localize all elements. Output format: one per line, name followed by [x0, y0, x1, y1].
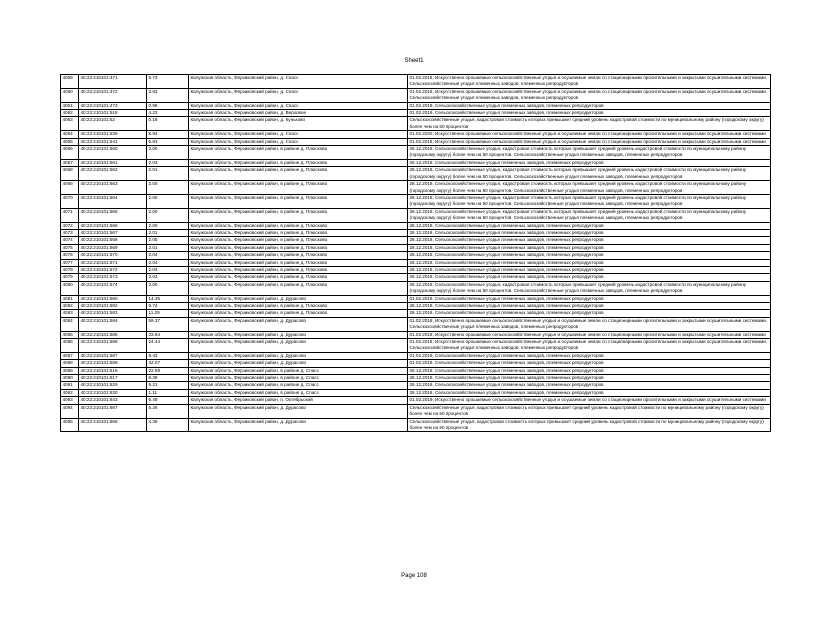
cadastral-number-cell: 40:22:210101:617	[79, 375, 147, 382]
location-cell: Калужская область, Ферзиковский район, в районе д. Плюсково	[189, 222, 408, 229]
row-number-cell: 4091	[61, 382, 79, 389]
location-cell: Калужская область, Ферзиковский район, в районе д. Плюсково	[189, 244, 408, 251]
area-cell: 0.18	[147, 117, 189, 131]
cadastral-number-cell: 40:22:210101:574	[79, 281, 147, 295]
area-cell: 8.94	[147, 131, 189, 138]
row-number-cell: 4060	[61, 88, 79, 102]
location-cell: Калужская область, Ферзиковский район, в районе д. Плюсково	[189, 281, 408, 295]
location-cell: Калужская область, Ферзиковский район, в районе д. Плюсково	[189, 259, 408, 266]
land-registry-table	[60, 74, 771, 432]
category-cell: 28.12.2018, Сельскохозяйственные угодья племенных заводов, племенных репродукторов	[408, 159, 771, 166]
area-cell: 3.83	[147, 88, 189, 102]
category-cell: 28.12.2018, Сельскохозяйственные угодья племенных заводов, племенных репродукторов	[408, 367, 771, 374]
category-cell: Сельскохозяйственные угодья, кадастровая стоимость которых превышает средний уровень кадастровой стоимости по муниципальному району (городскому округу) более чем на 50 процентов	[408, 117, 771, 131]
category-cell: 28.12.2018, Сельскохозяйственные угодья племенных заводов, племенных репродукторов	[408, 310, 771, 317]
area-cell: 0.98	[147, 102, 189, 109]
row-number-cell: 4083	[61, 310, 79, 317]
location-cell: Калужская область, Ферзиковский район, д. Спасс	[189, 102, 408, 109]
category-cell: 01.02.2018, Искусственно орошаемые сельскохозяйственные угодья и осушаемые земли со стационарными оросительными и закрытыми осушительными системами. Сельскохозяйственные угодья племенных заводов, племенных репродукторов	[408, 88, 771, 102]
location-cell: Калужская область, Ферзиковский район, д. Дурасово	[189, 339, 408, 353]
cadastral-number-cell: 40:22:210101:573	[79, 274, 147, 281]
location-cell: Калужская область, Ферзиковский район, д. Дурасово	[189, 317, 408, 331]
table-row	[61, 159, 771, 166]
table-row	[61, 181, 771, 195]
row-number-cell: 4070	[61, 194, 79, 208]
area-cell: 6.49	[147, 397, 189, 404]
location-cell: Калужская область, Ферзиковский район, д. Куньково	[189, 117, 408, 131]
row-number-cell: 4062	[61, 110, 79, 117]
category-cell: 01.02.2019, Сельскохозяйственные угодья племенных заводов, племенных репродукторов	[408, 352, 771, 359]
area-cell: 2.03	[147, 159, 189, 166]
cadastral-number-cell: 40:22:210101:629	[79, 382, 147, 389]
location-cell: Калужская область, Ферзиковский район, в районе д. Плюсково	[189, 303, 408, 310]
location-cell: Калужская область, Ферзиковский район, в районе д. Плюсково	[189, 194, 408, 208]
cadastral-number-cell: 40:22:210101:566	[79, 222, 147, 229]
area-cell: 2.00	[147, 194, 189, 208]
area-cell: 33.64	[147, 331, 189, 338]
table-row	[61, 88, 771, 102]
cadastral-number-cell: 40:22:210101:585	[79, 331, 147, 338]
category-cell: 28.12.2018, Сельскохозяйственные угодья, кадастровая стоимость которых превышает средний уровень кадастровой стоимости по муниципальному району (городскому округу) более чем на 50 процентов. Сельскохозяйственные угодья племенных заводов, племенных репродукторов	[408, 281, 771, 295]
category-cell: 01.02.2019, Сельскохозяйственные угодья племенных заводов, племенных репродукторов	[408, 110, 771, 117]
row-number-cell: 4082	[61, 303, 79, 310]
row-number-cell: 4093	[61, 397, 79, 404]
location-cell: Калужская область, Ферзиковский район, в районе д. Плюсково	[189, 266, 408, 273]
row-number-cell: 4063	[61, 117, 79, 131]
category-cell: 28.12.2018, Сельскохозяйственные угодья племенных заводов, племенных репродукторов	[408, 274, 771, 281]
area-cell: 4.23	[147, 110, 189, 117]
location-cell: Калужская область, Ферзиковский район, д. Спасс	[189, 131, 408, 138]
location-cell: Калужская область, Ферзиковский район, п. Октябрьский	[189, 397, 408, 404]
area-cell: 2.04	[147, 252, 189, 259]
table-row	[61, 295, 771, 302]
table-row	[61, 208, 771, 222]
area-cell: 59.37	[147, 317, 189, 331]
category-cell: 01.02.2019, Сельскохозяйственные угодья племенных заводов, племенных репродукторов	[408, 102, 771, 109]
cadastral-number-cell: 40:22:210101:667	[79, 404, 147, 418]
location-cell: Калужская область, Ферзиковский район, д. Верховое	[189, 110, 408, 117]
row-number-cell: 4069	[61, 181, 79, 195]
table-row	[61, 404, 771, 418]
cadastral-number-cell: 40:22:210101:560	[79, 146, 147, 160]
category-cell: 28.12.2018, Сельскохозяйственные угодья, кадастровая стоимость которых превышает средний уровень кадастровой стоимости по муниципальному району (городскому округу) более чем на 50 процентов. Сельскохозяйственные угодья племенных заводов, племенных репродукторов	[408, 146, 771, 160]
cadastral-number-cell: 40:22:210101:571	[79, 259, 147, 266]
location-cell: Калужская область, Ферзиковский район, в районе д. Спасс	[189, 389, 408, 396]
area-cell: 8.38	[147, 375, 189, 382]
location-cell: Калужская область, Ферзиковский район, д. Спасс	[189, 75, 408, 89]
cadastral-number-cell: 40:22:210101:564	[79, 194, 147, 208]
location-cell: Калужская область, Ферзиковский район, д. Дурасово	[189, 404, 408, 418]
row-number-cell: 4078	[61, 266, 79, 273]
area-cell: 2.05	[147, 237, 189, 244]
cadastral-number-cell: 40:22:210101:471	[79, 75, 147, 89]
area-cell: 2.04	[147, 259, 189, 266]
cadastral-number-cell: 40:22:210101:565	[79, 208, 147, 222]
location-cell: Калужская область, Ферзиковский район, в районе д. Плюсково	[189, 208, 408, 222]
row-number-cell: 4090	[61, 375, 79, 382]
table-row	[61, 274, 771, 281]
category-cell: 01.02.2018, Искусственно орошаемые сельскохозяйственные угодья и осушаемые земли со стационарными оросительными и закрытыми осушительными системами. Сельскохозяйственные угодья племенных заводов, племенных репродукторов	[408, 339, 771, 353]
row-number-cell: 4072	[61, 222, 79, 229]
cadastral-number-cell: 40:22:210101:561	[79, 159, 147, 166]
table-row	[61, 167, 771, 181]
category-cell: 28.12.2018, Сельскохозяйственные угодья племенных заводов, племенных репродукторов	[408, 382, 771, 389]
cadastral-number-cell: 40:22:210101:562	[79, 167, 147, 181]
area-cell: 2.00	[147, 281, 189, 295]
row-number-cell: 4065	[61, 138, 79, 145]
table-row	[61, 352, 771, 359]
cadastral-number-cell: 40:22:210101:616	[79, 367, 147, 374]
category-cell: 01.02.2019, Сельскохозяйственные угодья племенных заводов, племенных репродукторов	[408, 295, 771, 302]
cadastral-number-cell: 40:22:210101:643	[79, 397, 147, 404]
location-cell: Калужская область, Ферзиковский район, д. Дурасово	[189, 352, 408, 359]
location-cell: Калужская область, Ферзиковский район, в районе д. Плюсково	[189, 237, 408, 244]
area-cell: 5.73	[147, 75, 189, 89]
table-row	[61, 102, 771, 109]
cadastral-number-cell: 40:22:210101:630	[79, 389, 147, 396]
cadastral-number-cell: 40:22:210101:584	[79, 317, 147, 331]
table-row	[61, 331, 771, 338]
location-cell: Калужская область, Ферзиковский район, д. Дурасово	[189, 331, 408, 338]
category-cell: 28.12.2018, Сельскохозяйственные угодья племенных заводов, племенных репродукторов	[408, 266, 771, 273]
category-cell: 28.12.2018, Сельскохозяйственные угодья племенных заводов, племенных репродукторов	[408, 389, 771, 396]
area-cell: 6.83	[147, 138, 189, 145]
location-cell: Калужская область, Ферзиковский район, в районе д. Плюсково	[189, 310, 408, 317]
area-cell: 2.01	[147, 244, 189, 251]
category-cell: 28.12.2018, Сельскохозяйственные угодья племенных заводов, племенных репродукторов	[408, 244, 771, 251]
category-cell: 28.12.2018, Сельскохозяйственные угодья, кадастровая стоимость которых превышает средний уровень кадастровой стоимости по муниципальному району (городскому округу) более чем на 50 процентов. Сельскохозяйственные угодья племенных заводов, племенных репродукторов	[408, 181, 771, 195]
category-cell: 01.02.2018, Искусственно орошаемые сельскохозяйственные угодья и осушаемые земли со стационарными оросительными и закрытыми осушительными системами	[408, 331, 771, 338]
row-number-cell: 4064	[61, 131, 79, 138]
area-cell: 1.11	[147, 389, 189, 396]
row-number-cell: 4066	[61, 146, 79, 160]
table-row	[61, 229, 771, 236]
row-number-cell: 4067	[61, 159, 79, 166]
cadastral-number-cell: 40:22:210101:539	[79, 131, 147, 138]
row-number-cell: 4095	[61, 418, 79, 432]
cadastral-number-cell: 40:22:210101:580	[79, 295, 147, 302]
row-number-cell: 4079	[61, 274, 79, 281]
location-cell: Калужская область, Ферзиковский район, в районе д. Плюсково	[189, 229, 408, 236]
table-row	[61, 237, 771, 244]
row-number-cell: 4071	[61, 208, 79, 222]
cadastral-number-cell: 40:22:210101:586	[79, 339, 147, 353]
cadastral-number-cell: 40:22:210101:582	[79, 303, 147, 310]
table-row	[61, 389, 771, 396]
location-cell: Калужская область, Ферзиковский район, в районе д. Плюсково	[189, 167, 408, 181]
cadastral-number-cell: 40:22:210101:472	[79, 88, 147, 102]
category-cell: Сельскохозяйственные угодья, кадастровая стоимость которых превышает средний уровень кадастровой стоимости по муниципальному району (городскому округу) более чем на 50 процентов	[408, 404, 771, 418]
area-cell: 9.42	[147, 352, 189, 359]
location-cell: Калужская область, Ферзиковский район, в районе д. Плюсково	[189, 274, 408, 281]
table-row	[61, 303, 771, 310]
area-cell: 2.01	[147, 167, 189, 181]
area-cell: 9.21	[147, 382, 189, 389]
row-number-cell: 4075	[61, 244, 79, 251]
category-cell: 01.02.2018, Искусственно орошаемые сельскохозяйственные угодья и осушаемые земли со стационарными оросительными и закрытыми осушительными системами. Сельскохозяйственные угодья племенных заводов, племенных репродукторов	[408, 317, 771, 331]
row-number-cell: 4092	[61, 389, 79, 396]
location-cell: Калужская область, Ферзиковский район, д. Дурасово	[189, 418, 408, 432]
category-cell: 28.12.2018, Сельскохозяйственные угодья племенных заводов, племенных репродукторов	[408, 303, 771, 310]
area-cell: 24.44	[147, 339, 189, 353]
location-cell: Калужская область, Ферзиковский район, в районе д. Плюсково	[189, 146, 408, 160]
area-cell: 22.59	[147, 367, 189, 374]
table-row	[61, 375, 771, 382]
table-row	[61, 317, 771, 331]
category-cell: 01.02.2020, Искусственно орошаемые сельскохозяйственные угодья и осушаемые земли со стационарными оросительными и закрытыми осушительными системами	[408, 131, 771, 138]
row-number-cell: 4076	[61, 252, 79, 259]
row-number-cell: 4059	[61, 75, 79, 89]
area-cell: 2.01	[147, 229, 189, 236]
table-row	[61, 281, 771, 295]
category-cell: 01.02.2018, Искусственно орошаемые сельскохозяйственные угодья и осушаемые земли со стационарными оросительными и закрытыми осушительными системами. Сельскохозяйственные угодья племенных заводов, племенных репродукторов	[408, 75, 771, 89]
location-cell: Калужская область, Ферзиковский район, в районе д. Спасс	[189, 382, 408, 389]
category-cell: 28.12.2018, Сельскохозяйственные угодья, кадастровая стоимость которых превышает средний уровень кадастровой стоимости по муниципальному району (городскому округу) более чем на 50 процентов. Сельскохозяйственные угодья племенных заводов, племенных репродукторов	[408, 194, 771, 208]
table-row	[61, 367, 771, 374]
table-row	[61, 75, 771, 89]
area-cell: 2.03	[147, 274, 189, 281]
category-cell: Сельскохозяйственные угодья, кадастровая стоимость которых превышает средний уровень кадастровой стоимости по муниципальному району (городскому округу) более чем на 50 процентов	[408, 418, 771, 432]
row-number-cell: 4084	[61, 317, 79, 331]
row-number-cell: 4080	[61, 281, 79, 295]
category-cell: 28.12.2018, Сельскохозяйственные угодья племенных заводов, племенных репродукторов	[408, 259, 771, 266]
cadastral-number-cell: 40:22:210101:569	[79, 244, 147, 251]
area-cell: 2.03	[147, 266, 189, 273]
area-cell: 42.07	[147, 360, 189, 367]
table-row	[61, 360, 771, 367]
table-row	[61, 382, 771, 389]
row-number-cell: 4094	[61, 404, 79, 418]
category-cell: 28.12.2018, Сельскохозяйственные угодья племенных заводов, племенных репродукторов	[408, 375, 771, 382]
area-cell: 9.74	[147, 303, 189, 310]
cadastral-number-cell: 40:22:210101:668	[79, 418, 147, 432]
row-number-cell: 4077	[61, 259, 79, 266]
area-cell: 2.00	[147, 208, 189, 222]
area-cell: 2.00	[147, 222, 189, 229]
area-cell: 11.29	[147, 310, 189, 317]
table-row	[61, 310, 771, 317]
cadastral-number-cell: 40:22:210101:563	[79, 181, 147, 195]
row-number-cell: 4081	[61, 295, 79, 302]
area-cell: 5.26	[147, 404, 189, 418]
area-cell: 2.00	[147, 146, 189, 160]
location-cell: Калужская область, Ферзиковский район, д. Спасс	[189, 88, 408, 102]
cadastral-number-cell: 40:22:210101:541	[79, 138, 147, 145]
category-cell: 01.02.2019, Искусственно орошаемые сельскохозяйственные угодья и осушаемые земли со стационарными оросительными и закрытыми осушительными системами	[408, 397, 771, 404]
sheet-title: Sheet1	[404, 58, 424, 64]
cadastral-number-cell: 40:22:210101:473	[79, 102, 147, 109]
location-cell: Калужская область, Ферзиковский район, д. Дурасово	[189, 295, 408, 302]
table-row	[61, 110, 771, 117]
table-body	[61, 75, 771, 432]
table-row	[61, 117, 771, 131]
table-row	[61, 339, 771, 353]
cadastral-number-cell: 40:22:210101:567	[79, 229, 147, 236]
area-cell: 14.35	[147, 295, 189, 302]
location-cell: Калужская область, Ферзиковский район, в районе д. Плюсково	[189, 252, 408, 259]
category-cell: 28.12.2018, Сельскохозяйственные угодья племенных заводов, племенных репродукторов	[408, 222, 771, 229]
table-row	[61, 252, 771, 259]
cadastral-number-cell: 40:22:210101:572	[79, 266, 147, 273]
row-number-cell: 4061	[61, 102, 79, 109]
category-cell: 28.12.2018, Сельскохозяйственные угодья племенных заводов, племенных репродукторов	[408, 237, 771, 244]
area-cell: 2.00	[147, 181, 189, 195]
cadastral-number-cell: 40:22:210101:589	[79, 360, 147, 367]
location-cell: Калужская область, Ферзиковский район, в районе д. Спасс	[189, 375, 408, 382]
location-cell: Калужская область, Ферзиковский район, д. Спасс	[189, 138, 408, 145]
table-row	[61, 244, 771, 251]
location-cell: Калужская область, Ферзиковский район, в районе д. Плюсково	[189, 181, 408, 195]
area-cell: 4.35	[147, 418, 189, 432]
cadastral-number-cell: 40:22:210101:570	[79, 252, 147, 259]
location-cell: Калужская область, Ферзиковский район, д. Дурасово	[189, 360, 408, 367]
location-cell: Калужская область, Ферзиковский район, в районе д. Спасс	[189, 367, 408, 374]
row-number-cell: 4087	[61, 352, 79, 359]
location-cell: Калужская область, Ферзиковский район, в районе д. Плюсково	[189, 159, 408, 166]
category-cell: 28.12.2018, Сельскохозяйственные угодья племенных заводов, племенных репродукторов	[408, 229, 771, 236]
cadastral-number-cell: 40:22:210101:587	[79, 352, 147, 359]
page-number: Page 108	[401, 573, 427, 579]
category-cell: 01.02.2019, Сельскохозяйственные угодья племенных заводов, племенных репродукторов	[408, 360, 771, 367]
table-row	[61, 266, 771, 273]
table-row	[61, 259, 771, 266]
table-row	[61, 146, 771, 160]
row-number-cell: 4074	[61, 237, 79, 244]
category-cell: 28.12.2018, Сельскохозяйственные угодья, кадастровая стоимость которых превышает средний уровень кадастровой стоимости по муниципальному району (городскому округу) более чем на 50 процентов. Сельскохозяйственные угодья племенных заводов, племенных репродукторов	[408, 208, 771, 222]
row-number-cell: 4089	[61, 367, 79, 374]
row-number-cell: 4068	[61, 167, 79, 181]
cadastral-number-cell: 40:22:210101:583	[79, 310, 147, 317]
row-number-cell: 4073	[61, 229, 79, 236]
table-row	[61, 194, 771, 208]
cadastral-number-cell: 40:22:210101:52	[79, 117, 147, 131]
cadastral-number-cell: 40:22:210101:568	[79, 237, 147, 244]
cadastral-number-cell: 40:22:210101:518	[79, 110, 147, 117]
row-number-cell: 4088	[61, 360, 79, 367]
table-row	[61, 138, 771, 145]
row-number-cell: 4086	[61, 339, 79, 353]
table-row	[61, 222, 771, 229]
category-cell: 28.12.2018, Сельскохозяйственные угодья племенных заводов, племенных репродукторов	[408, 252, 771, 259]
land-registry-table-container	[60, 74, 770, 432]
table-row	[61, 397, 771, 404]
row-number-cell: 4085	[61, 331, 79, 338]
category-cell: 01.02.2018, Искусственно орошаемые сельскохозяйственные угодья и осушаемые земли со стационарными оросительными и закрытыми осушительными системами	[408, 138, 771, 145]
category-cell: 28.12.2018, Сельскохозяйственные угодья, кадастровая стоимость которых превышает средний уровень кадастровой стоимости по муниципальному району (городскому округу) более чем на 50 процентов. Сельскохозяйственные угодья племенных заводов, племенных репродукторов	[408, 167, 771, 181]
table-row	[61, 418, 771, 432]
table-row	[61, 131, 771, 138]
